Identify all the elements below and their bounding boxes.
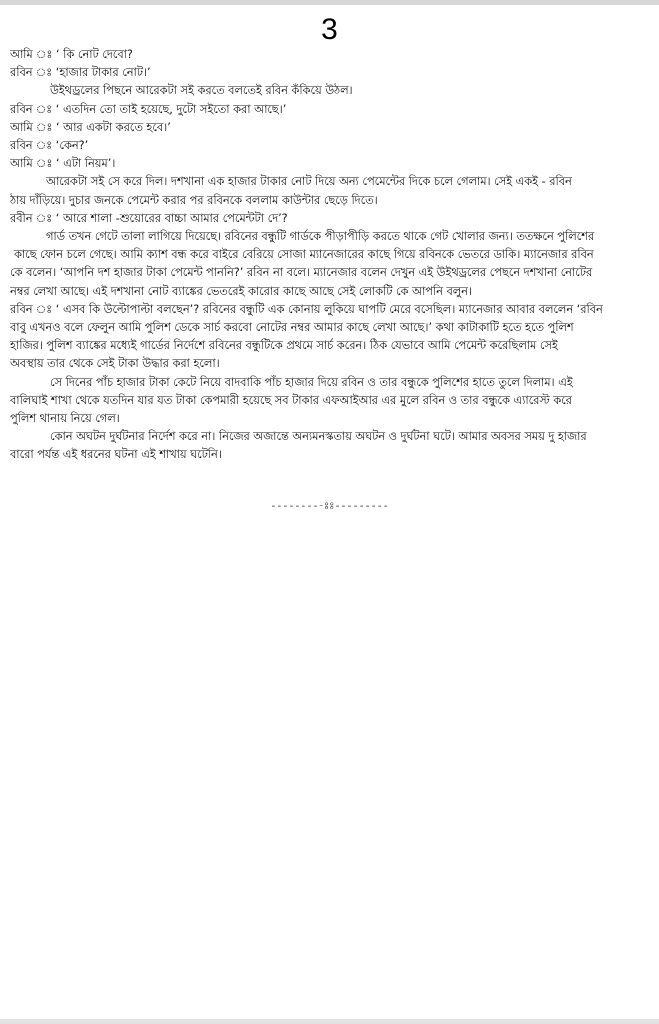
story-line: আরেকটা সই সে করে দিল। দশখানা এক হাজার টাকার নোট দিয়ে অন্য পেমেন্টের দিকে চলে গেলাম। সেই একই - রবিন [46,175,572,189]
story-line: বাবু এখনও বলে ফেলুন আমি পুলিশ ডেকে সার্চ করবো নোটের নম্বর আমার কাছে লেখা আছে।’ কথা কাটাকাটি হতে হতে পুলিশ [10,321,574,335]
story-line: সে দিনের পাঁচ হাজার টাকা কেটে নিয়ে বাদবাকি পাঁচ হাজার দিয়ে রবিন ও তার বন্ধুকে পুলিশের হাতে তুলে দিলাম। এই [50,375,573,389]
story-line: পুলিশ থানায় নিয়ে গেল। [10,412,120,426]
story-body [10,46,650,465]
story-line: রবিন ঃ ‘হাজার টাকার নোট।’ [10,66,151,80]
story-line: আমি ঃ ‘ কি নোট দেবো? [10,48,133,61]
story-line: নম্বর লেখা আছে। এই দশখানা নোট ব্যাঙ্কের ভেতরেই কারোর কাছে আছে সেই লোকটি কে আপনি বলুন। [10,284,472,298]
page-number: 3 [321,13,338,46]
story-line: রবিন ঃ ‘কেন?’ [10,139,89,153]
story-line: বারো পর্যন্ত এই ধরনের ঘটনা এই শাখায় ঘটেনি। [10,448,222,462]
story-line: উইথড্রলের পিছনে আরেকটা সই করতে বলতেই রবিন কঁকিয়ে উঠল। [50,84,353,98]
story-line: হাজির। পুলিশ ব্যাঙ্কের মধ্যেই গার্ডের নির্দেশে রবিনের বন্ধুটিকে প্রথমে সার্চ করেন। ঠিক যেভাবে আমি পেমেন্ট করেছিলাম সেই [10,339,558,353]
story-line: বালিঘাই শাখা থেকে যতদিন যার যত টাকা কেপমারী হয়েছে সব টাকার এফআইআর এর মুলে রবিন ও তার বন্ধুকে এ্যারেস্ট করে [10,393,572,407]
story-line: আমি ঃ ‘ আর একটা করতে হবে।’ [10,120,171,134]
story-line: রবিন ঃ ‘ এতদিন তো তাই হয়েছে, দুটো সইতো করা আছে।’ [10,102,287,116]
story-line: কাছে ফোন চলে গেছে। আমি ক্যাশ বন্ধ করে বাইরে বেরিয়ে সোজা ম্যানেজারের কাছে গিয়ে রবিনকে ভেতরে ডাকি। ম্যানেজার রবিন [14,248,594,262]
story-line: আমি ঃ ‘ এটা নিয়ম’। [10,157,116,171]
story-line: কে বলেন। ‘আপনি দশ হাজার টাকা পেমেন্ট পাননি?’ রবিন না বলে। ম্যানেজার বলেন দেখুন এই উইথড্রলের পেছনে দশখানা নোটের [10,266,593,280]
story-line: ঠায় দাঁড়িয়ে। দুচার জনকে পেমেন্ট করার পর রবিনকে বললাম কাউন্টার ছেড়ে দিতে। [10,193,378,207]
top-edge-bar [0,0,659,5]
story-line: অবস্থায় তার থেকে সেই টাকা উদ্ধার করা হলো। [10,357,220,371]
story-line: গার্ড তখন গেটে তালা লাগিয়ে দিয়েছে। রবিনের বন্ধুটি গার্ডকে পীড়াপীড়ি করতে থাকে গেট খোলার জন্য। ততক্ষনে পুলিশের [46,230,595,244]
story-line: কোন অঘটন দুর্ঘটনার নির্দেশ করে না। নিজের অজান্তে অন্যমনস্কতায় অঘটন ও দুর্ঘটনা ঘটে। আমার অবসর সময় দু হাজার [50,430,587,444]
story-line: রবীন ঃ ‘ আরে শালা -শুয়োরের বাচ্চা আমার পেমেন্টটা দে’? [10,211,288,225]
section-divider: ---------ঃঃ--------- [270,501,389,512]
story-line: রবিন ঃ ‘ এসব কি উল্টোপাল্টা বলছেন’? রবিনের বন্ধুটি এক কোনায় লুকিয়ে ঘাপটি মেরে বসেছিল। ম্যানেজার আবার বললেন ‘রবিন [10,302,603,316]
bottom-edge-bar [0,1019,659,1024]
